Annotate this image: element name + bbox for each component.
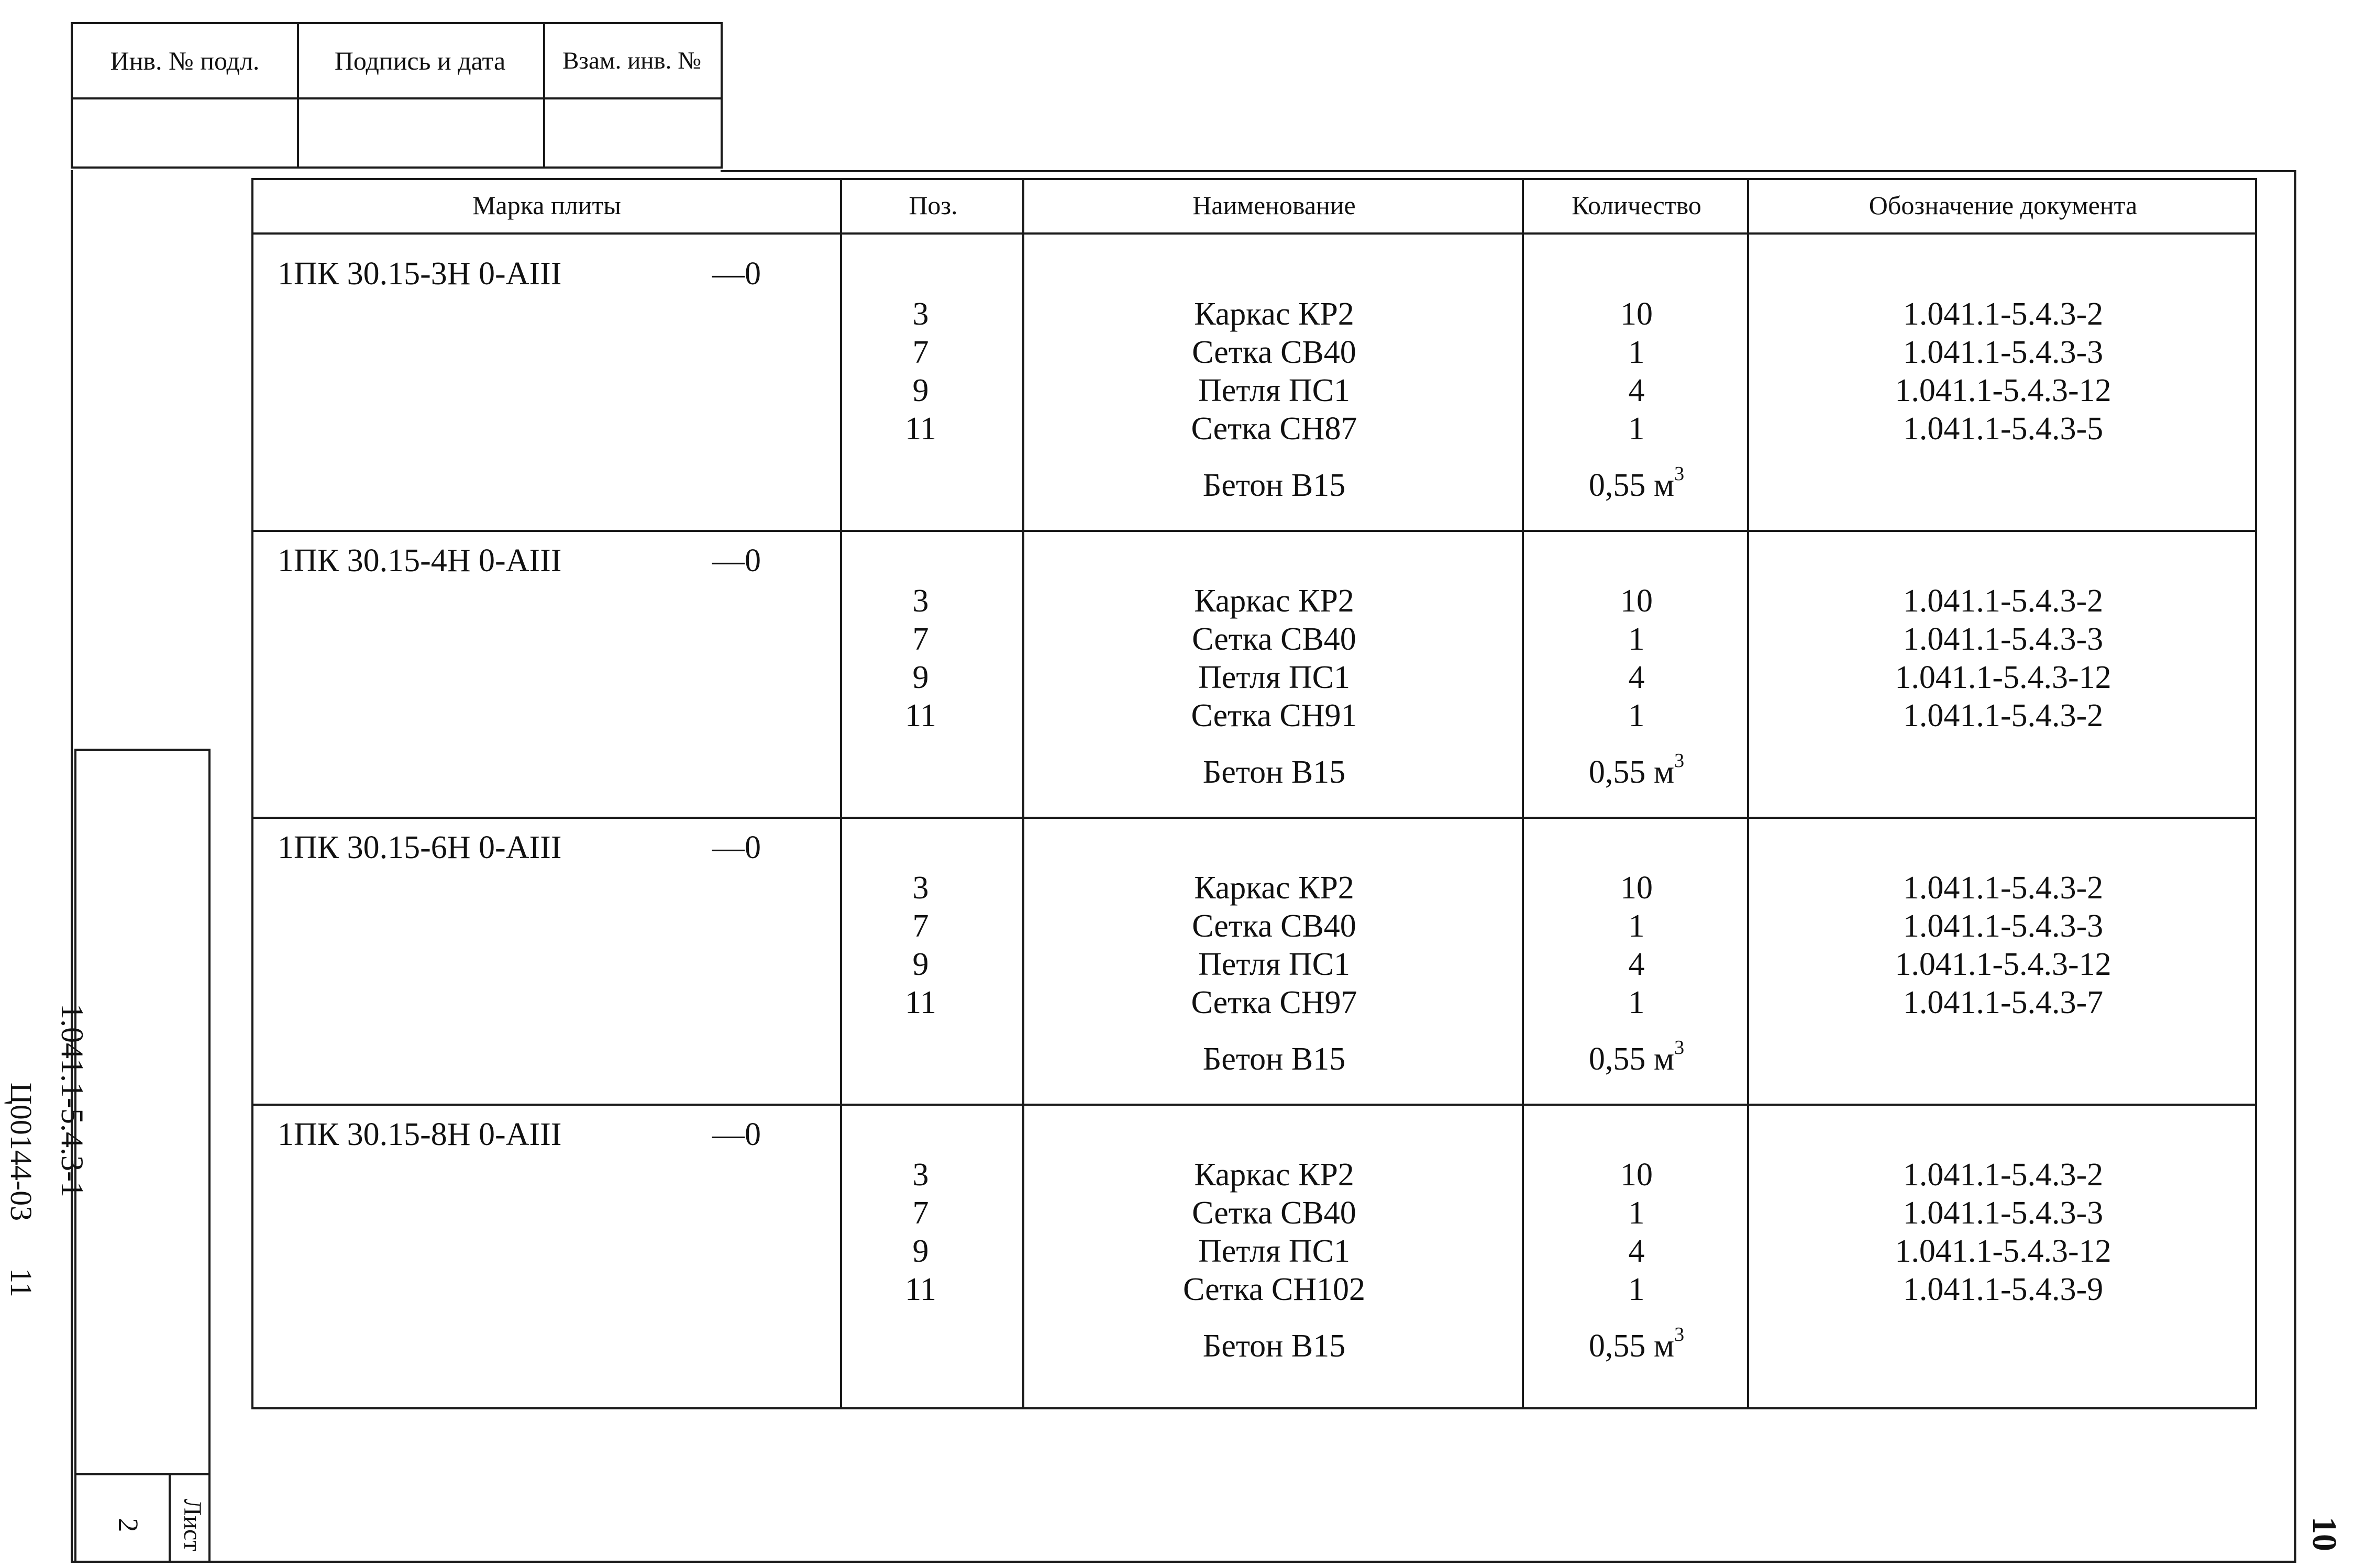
item-name-list [1024,1156,1524,1365]
position-number: 7 [912,335,929,370]
header-pos: Поз. [909,191,958,220]
item-quantity: 1 [1628,698,1645,733]
header-name: Наименование [1192,191,1356,220]
side-divider [169,1473,171,1561]
item-quantity: 1 [1628,621,1645,657]
item-quantity: 1 [1628,985,1645,1020]
unit-exponent: 3 [1674,1324,1685,1345]
item-name: Сетка СН97 [1191,985,1357,1020]
stamp-divider [297,24,299,166]
item-quantity: 1 [1628,1195,1645,1231]
position-number: 3 [912,296,929,332]
page-number: 10 [2305,1517,2343,1551]
item-name: Сетка СВ40 [1192,335,1356,370]
item-quantity: 4 [1628,373,1645,408]
quantity-list [1524,582,1749,792]
stamp-replace-label: Взам. инв. № [562,47,701,74]
item-name-list [1024,295,1524,505]
document-code: 1.041.1-5.4.3-12 [1895,660,2111,695]
item-quantity: 10 [1620,870,1653,906]
plate-variant: —0 [712,543,761,579]
side-divider [76,1473,208,1475]
position-number: 7 [912,621,929,657]
header-mark: Марка плиты [472,191,621,220]
quantity-list [1524,869,1749,1078]
item-quantity: 10 [1620,296,1653,332]
position-number: 11 [905,698,936,733]
item-name: Сетка СН87 [1191,411,1357,447]
item-name: Петля ПС1 [1198,660,1350,695]
group-divider [251,817,2257,819]
document-list [1749,582,2257,735]
item-name: Сетка СН102 [1182,1272,1366,1307]
document-list [1749,869,2257,1022]
side-title-block [74,749,211,1563]
item-name: Каркас КР2 [1194,870,1354,906]
document-code: 1.041.1-5.4.3-2 [1903,583,2104,619]
archive-number: 11 [4,1268,38,1297]
unit-exponent: 3 [1674,1037,1685,1059]
item-quantity: 1 [1628,1272,1645,1307]
item-quantity: 1 [1628,411,1645,447]
item-name: Сетка СВ40 [1192,621,1356,657]
item-quantity: 1 [1628,908,1645,944]
sheet-number: 2 [113,1518,144,1532]
header-qty: Количество [1572,191,1701,220]
document-code: 1.041.1-5.4.3-3 [1903,1195,2104,1231]
side-doc-code: 1.041.1-5.4.3-1 [55,1004,90,1197]
position-list [842,295,999,448]
item-name-list [1024,582,1524,792]
item-name: Сетка СВ40 [1192,1195,1356,1231]
stamp-inv-label: Инв. № подл. [110,46,260,75]
specification-table [251,178,2257,1409]
document-code: 1.041.1-5.4.3-3 [1903,908,2104,944]
position-number: 9 [912,660,929,695]
group-divider [251,1104,2257,1106]
plate-variant: —0 [712,256,761,292]
document-code: 1.041.1-5.4.3-3 [1903,621,2104,657]
plate-mark: 1ПК 30.15-8Н 0-АIII [278,1117,562,1152]
plate-variant: —0 [712,830,761,865]
plate-mark: 1ПК 30.15-3Н 0-АIII [278,256,562,292]
concrete-name: Бетон В15 [1202,468,1346,503]
document-code: 1.041.1-5.4.3-12 [1895,947,2111,982]
archive-code: Ц00144-03 [4,1082,38,1221]
stamp-signature-label: Подпись и дата [334,46,506,75]
position-number: 9 [912,1233,929,1269]
document-code: 1.041.1-5.4.3-7 [1903,985,2104,1020]
item-name: Петля ПС1 [1198,947,1350,982]
position-list [842,582,999,735]
header-doc: Обозначение документа [1869,191,2138,220]
document-code: 1.041.1-5.4.3-5 [1903,411,2104,447]
document-code: 1.041.1-5.4.3-12 [1895,1233,2111,1269]
concrete-name: Бетон В15 [1202,754,1346,790]
item-name-list [1024,869,1524,1078]
position-number: 9 [912,373,929,408]
concrete-volume [1524,1037,1749,1078]
document-code: 1.041.1-5.4.3-2 [1903,870,2104,906]
concrete-volume [1524,750,1749,792]
item-name: Каркас КР2 [1194,1157,1354,1193]
sheet-label: Лист [179,1498,206,1552]
item-quantity: 10 [1620,1157,1653,1193]
frame-top-edge [721,170,2296,172]
item-name: Сетка СВ40 [1192,908,1356,944]
position-number: 11 [905,985,936,1020]
item-quantity: 4 [1628,660,1645,695]
item-name: Петля ПС1 [1198,1233,1350,1269]
stamp-divider [543,24,545,166]
concrete-name: Бетон В15 [1202,1041,1346,1077]
position-number: 11 [905,1272,936,1307]
plate-mark: 1ПК 30.15-4Н 0-АIII [278,543,562,579]
position-number: 7 [912,1195,929,1231]
item-name: Каркас КР2 [1194,583,1354,619]
quantity-list [1524,295,1749,505]
concrete-volume-value: 0,55 м [1588,1328,1675,1364]
concrete-volume-value: 0,55 м [1588,468,1675,503]
position-number: 3 [912,870,929,906]
document-code: 1.041.1-5.4.3-9 [1903,1272,2104,1307]
concrete-volume [1524,1324,1749,1365]
position-number: 11 [905,411,936,447]
document-list [1749,295,2257,448]
item-quantity: 10 [1620,583,1653,619]
stamp-divider [73,97,721,99]
item-quantity: 4 [1628,947,1645,982]
item-quantity: 1 [1628,335,1645,370]
document-code: 1.041.1-5.4.3-2 [1903,1157,2104,1193]
document-code: 1.041.1-5.4.3-3 [1903,335,2104,370]
concrete-volume [1524,463,1749,505]
document-code: 1.041.1-5.4.3-2 [1903,698,2104,733]
position-number: 9 [912,947,929,982]
quantity-list [1524,1156,1749,1365]
plate-mark: 1ПК 30.15-6Н 0-АIII [278,830,562,865]
position-list [842,869,999,1022]
unit-exponent: 3 [1674,463,1685,485]
approval-stamp [71,22,723,169]
concrete-volume-value: 0,55 м [1588,754,1675,790]
document-code: 1.041.1-5.4.3-12 [1895,373,2111,408]
item-name: Сетка СН91 [1191,698,1357,733]
unit-exponent: 3 [1674,750,1685,772]
item-name: Петля ПС1 [1198,373,1350,408]
position-number: 7 [912,908,929,944]
concrete-volume-value: 0,55 м [1588,1041,1675,1077]
position-number: 3 [912,1157,929,1193]
item-quantity: 4 [1628,1233,1645,1269]
position-list [842,1156,999,1309]
group-divider [251,530,2257,532]
document-list [1749,1156,2257,1309]
concrete-name: Бетон В15 [1202,1328,1346,1364]
header-divider [251,232,2257,235]
document-code: 1.041.1-5.4.3-2 [1903,296,2104,332]
plate-variant: —0 [712,1117,761,1152]
position-number: 3 [912,583,929,619]
item-name: Каркас КР2 [1194,296,1354,332]
